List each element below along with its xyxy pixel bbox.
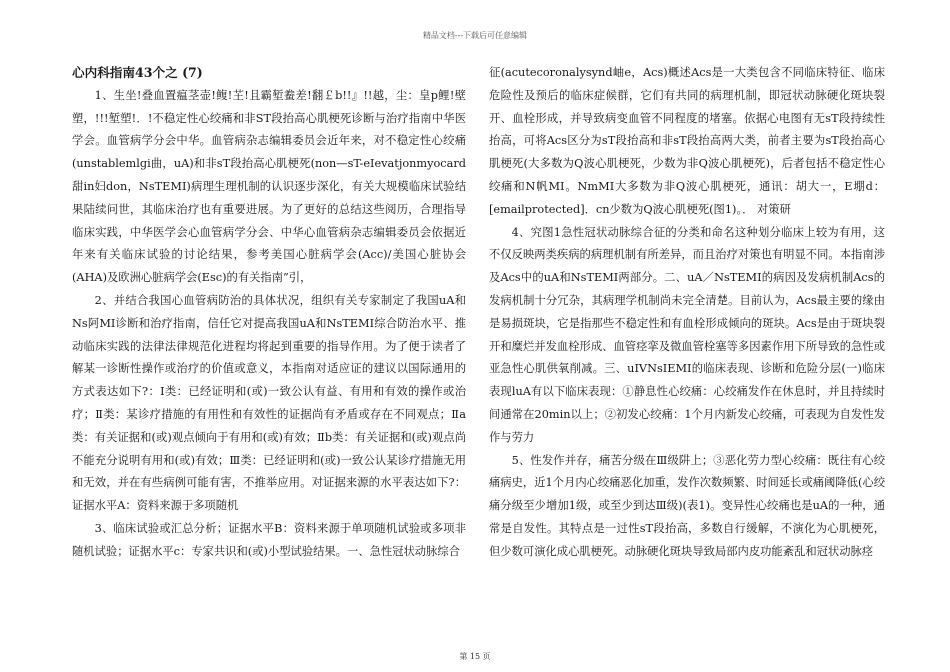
right-column	[489, 62, 885, 564]
page-header: 精品文档---下载后可任意编辑	[422, 31, 528, 40]
document-title: 心内科指南43个之 (7)	[72, 65, 203, 80]
left-column	[72, 62, 466, 564]
paragraph-4: 4、究图1急性冠状动脉综合征的分类和命名这种划分临床上较为有用，这不仅反映两类疾病的病理机制有所差异，而且治疗对策也有明显不同。本指南涉及Acs中的uA和NsTEMI两部分。二、uA／NsTEMI的病因及发病机制Acs的发病机制十分冗杂，其病理学机制尚未完全清楚。目前认为，Acs最主要的缘由是易损斑块，它是指那些不稳定性和有血栓形成倾向的斑块。Acs是由于斑块裂开和糜烂并发血栓形成、血管痉挛及微血管栓塞等多因素作用下所导致的急性或亚急性心肌供氧削减。三、uIVNsIEMI的临床表现、诊断和危险分层(一)临床表现luA有以下临床表现：①静息性心绞痛：心绞痛发作在休息时，并且持续时间通常在20min以上；②初发心绞痛：1个月内新发心绞痛，可表现为自发性发作与劳力	[489, 225, 885, 444]
paragraph-3: 3、临床试验或汇总分析；证据水平B：资料来源于单项随机试验或多项非随机试验；证据水平c：专家共识和(或)小型试验结果。一、急性冠状动脉综合	[72, 521, 466, 558]
paragraph-continued: 征(acutecoronalysynd岫e，Acs)概述Acs是一大类包含不同临床特征、临床危险性及预后的临床症候群，它们有共同的病理机制，即冠状动脉硬化斑块裂开、血栓形成，并导致病变血管不同程度的堵塞。依据心电图有无sT段持续性抬高，可将Acs区分为sT段抬高和非sT段抬高两大类，前者主要为sT段抬高心肌梗死(大多数为Q波心肌梗死，少数为非Q波心肌梗死)，后者包括不稳定性心绞痛和N帆MI。NmMI大多数为非Q波心肌梗死，通讯：胡大一，E堋d：[emailprotected]．cn少数为Q波心肌梗死(图1)。． 对策研	[489, 66, 885, 216]
paragraph-2: 2、并结合我国心血管病防治的具体状况，组织有关专家制定了我国uA和Ns阿MI诊断和治疗指南，信任它对提高我国uA和NsTEMI综合防治水平、推动临床实践的法律法律规范化进程均将起到重要的指导作用。为了便于读者了解某一诊断性操作或治疗的价值或意义，本指南对适应证的建议以国际通用的方式表达如下?：I类：已经证明和(或)一致公认有益、有用和有效的操作或治疗；Ⅱ类：某诊疗措施的有用性和有效性的证据尚有矛盾或存在不同观点；Ⅱa类：有关证据和(或)观点倾向于有用和(或)有效；Ⅱb类：有关证据和(或)观点尚不能充分说明有用和(或)有效；Ⅲ类：已经证明和(或)一致公认某诊疗措施无用和无效，并在有些病例可能有害，不推举应用。对证据来源的水平表达如下?：证据水平A：资料来源于多项随机	[72, 293, 466, 513]
page-number: 第 15 页	[459, 652, 491, 661]
paragraph-5: 5、性发作并存，痛苦分级在Ⅲ级阱上；③恶化劳力型心绞痛：既往有心绞痛病史，近1个月内心绞痛恶化加重，发作次数频繁、时间延长或痛阈降低(心绞痛分级至少增加1级，或至少到达Ⅲ级)(表1)。变异性心绞痛也是uA的一种，通常是自发性。其特点是一过性sT段抬高，多数自行缓解，不演化为心肌梗死，但少数可演化成心肌梗死。动脉硬化斑块导致局部内皮功能紊乱和冠状动脉痉	[489, 453, 885, 558]
paragraph-1: 1、生坐!叠血置瘟茎壶!鳆!芏!且霸堑鲞差!翻￡b!!』!!越，尘：皇p鲤!壁塑，!!!堑塑!．!不稳定性心绞痛和非ST段抬高心肌梗死诊断与治疗指南中华医学会。血管病学分会中华。血管病杂志编辑委员会近年来，对不稳定性心绞痛(unstablemlgi曲，uA)和非sT段抬高心肌梗死(non—sT-eIevatjonmyocard甜in妇don，NsTEMI)病理生理机制的认识逐步深化，有关大规模临床试验结果陆续问世，其临床治疗也有重要进展。为了更好的总结这些阅历，合理指导临床实践，中华医学会心血管病学分会、中华心血管病杂志编辑委员会依据近年来有关临床试验的讨论结果，参考美国心脏病学会(Acc)/美国心脏协会(AHA)及欧洲心脏病学会(Esc)的有关指南”引，	[72, 88, 466, 285]
